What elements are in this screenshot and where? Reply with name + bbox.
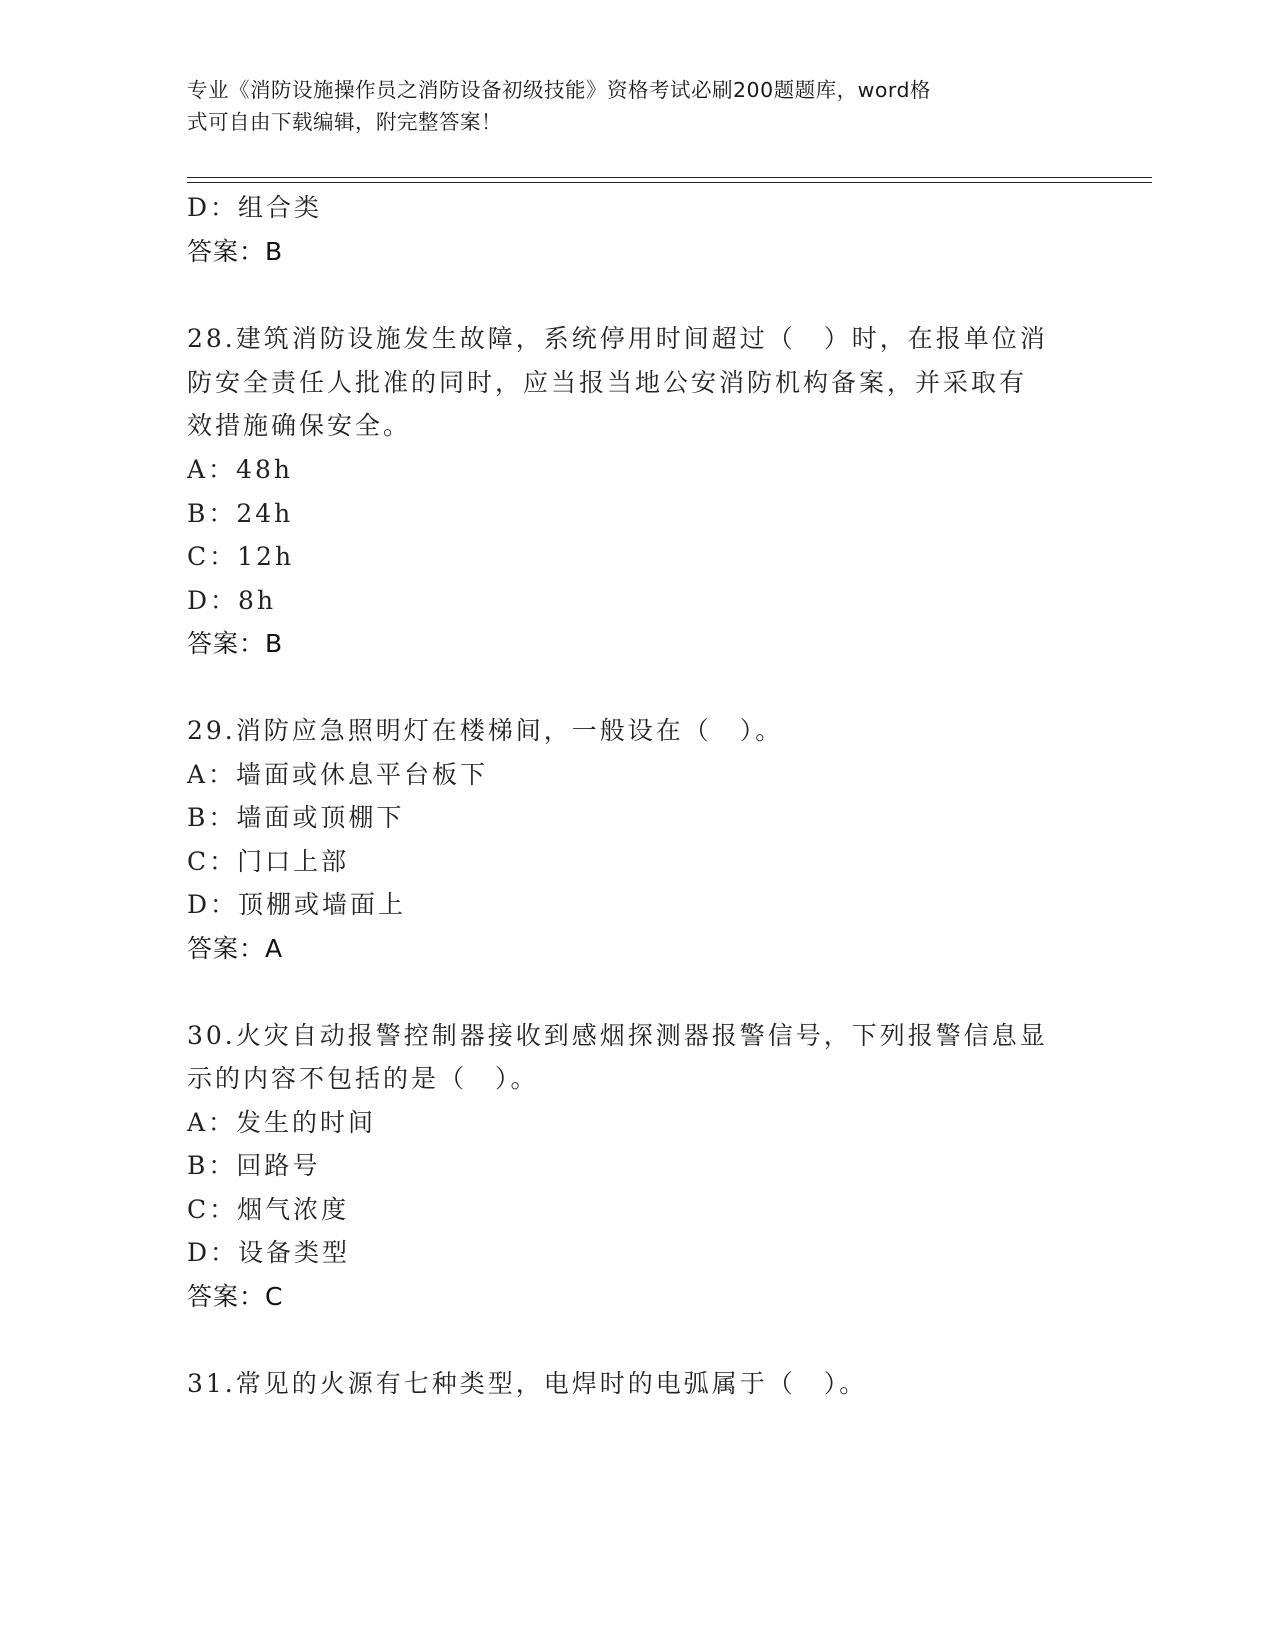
header-line-1: 专业《消防设施操作员之消防设备初级技能》资格考试必刷200题题库，word格: [187, 78, 932, 102]
prev-answer: 答案：B: [187, 237, 284, 266]
q28-option-a: A：48h: [187, 455, 293, 484]
q28-option-d: D：8h: [187, 586, 277, 615]
header-divider-top: [187, 177, 1152, 178]
q28-option-b: B：24h: [187, 499, 294, 528]
q30-option-d: D：设备类型: [187, 1238, 351, 1267]
prev-option-d: D：组合类: [187, 193, 323, 222]
q28-answer: 答案：B: [187, 629, 284, 658]
q30-text-line-1: 30.火灾自动报警控制器接收到感烟探测器报警信号，下列报警信息显: [187, 1021, 1048, 1050]
q30-option-c: C：烟气浓度: [187, 1195, 350, 1224]
q28-text-line-2: 防安全责任人批准的同时，应当报当地公安消防机构备案，并采取有: [187, 368, 1028, 397]
q29-option-a: A：墙面或休息平台板下: [187, 760, 489, 789]
q28-text-line-3: 效措施确保安全。: [187, 411, 412, 440]
header-line-2: 式可自由下载编辑，附完整答案！: [187, 110, 502, 134]
q28-text-line-1: 28.建筑消防设施发生故障，系统停用时间超过（ ）时，在报单位消: [187, 324, 1048, 353]
q28-option-c: C：12h: [187, 542, 295, 571]
q29-option-c: C：门口上部: [187, 847, 350, 876]
document-header: [187, 74, 1087, 138]
q30-text-line-2: 示的内容不包括的是（ ）。: [187, 1064, 539, 1093]
q29-option-b: B：墙面或顶棚下: [187, 803, 405, 832]
header-divider-bottom: [187, 182, 1152, 183]
q30-answer: 答案：C: [187, 1282, 284, 1311]
q30-option-b: B：回路号: [187, 1151, 321, 1180]
q30-option-a: A：发生的时间: [187, 1108, 377, 1137]
q29-text-line-1: 29.消防应急照明灯在楼梯间，一般设在（ ）。: [187, 716, 784, 745]
q29-option-d: D：顶棚或墙面上: [187, 890, 407, 919]
q31-text-line-1: 31.常见的火源有七种类型，电焊时的电弧属于（ ）。: [187, 1369, 868, 1398]
q29-answer: 答案：A: [187, 934, 284, 963]
